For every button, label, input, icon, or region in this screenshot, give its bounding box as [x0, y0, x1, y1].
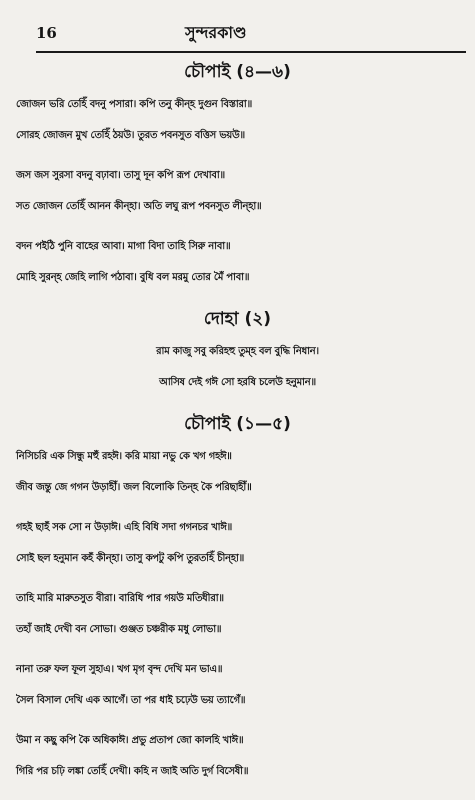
- couplet: [0, 231, 475, 293]
- verse-line: গিরি পর চঢ়ি লঙ্কা তেহিঁ দেখী। কহি ন জাই অতি দুর্গ বিসেষী॥: [16, 766, 249, 777]
- page-header: [0, 0, 475, 52]
- couplet: [0, 441, 475, 503]
- couplet: [0, 654, 475, 716]
- verse-line: আসিষ দেই গঈ সো হরষি চলেউ হনুমান॥: [159, 377, 316, 388]
- couplet: [0, 89, 475, 151]
- verse-line: গহই ছাহঁ সক সো ন উড়াঈ। এহি বিধি সদা গগনচর খাঈ॥: [16, 522, 232, 533]
- header-rule: [36, 51, 466, 53]
- page-number: 16: [36, 24, 57, 42]
- verse-line: তাহি মারি মারুতসুত বীরা। বারিধি পার গয়উ মতিধীরা॥: [16, 593, 224, 604]
- couplet: [0, 160, 475, 222]
- section-heading: চৌপাই (৪—৬): [184, 62, 291, 82]
- verse-line: মোহি সুরন্হ জেহি লাগি পঠাবা। বুধি বল মরমু তোর মৈঁ পাবা॥: [16, 272, 250, 283]
- verse-line: উমা ন কছু কপি কৈ অধিকাঈ। প্রভু প্রতাপ জো কালহি খাঈ॥: [16, 735, 244, 746]
- section-heading: দোহা (২): [203, 309, 272, 329]
- couplet: [0, 583, 475, 645]
- couplet: [0, 336, 475, 398]
- verse-line: জোজন ভরি তেহিঁ বদনু পসারা। কপি তনু কীন্হ দুগুন বিস্তারা॥: [16, 99, 253, 110]
- verse-line: সৈল বিসাল দেখি এক আগেঁ। তা পর ধাই চঢ়েউ ভয় ত্যাগেঁ॥: [16, 695, 246, 706]
- section-chaupai-2: [0, 407, 475, 787]
- verse-line: তহাঁ জাই দেখী বন সোভা। গুঞ্জত চঞ্চরীক মধু লোভা॥: [16, 624, 222, 635]
- verse-line: সোই ছল হনুমান কহঁ কীন্হা। তাসু কপটু কপি তুরতহিঁ চীন্হা॥: [16, 553, 245, 564]
- couplet: [0, 512, 475, 574]
- couplet: [0, 725, 475, 787]
- verse-line: সোরহ জোজন মুখ তেহিঁ ঠয়উ। তুরত পবনসুত বত্তিস ভয়উ॥: [16, 130, 245, 141]
- section-heading: চৌপাই (১—৫): [184, 414, 291, 434]
- verse-line: জীব জন্তু জে গগন উড়াহীঁ। জল বিলোকি তিন্হ কৈ পরিছাহীঁ॥: [16, 482, 252, 493]
- verse-line: রাম কাজু সবু করিহহু তুম্হ বল বুদ্ধি নিধান।: [156, 346, 319, 357]
- verse-line: নানা তরু ফল ফূল সুহাএ। খগ মৃগ বৃন্দ দেখি মন ভাএ॥: [16, 664, 223, 675]
- verse-line: নিসিচরি এক সিন্ধু মহুঁ রহঈ। করি মায়া নভু কে খগ গহঈ॥: [16, 451, 232, 462]
- section-doha: [0, 302, 475, 398]
- running-title: সুন্দরকাণ্ড: [185, 23, 247, 42]
- verse-line: জস জস সুরসা বদনু বঢ়াবা। তাসু দূন কপি রূপ দেখাবা॥: [16, 170, 225, 181]
- section-chaupai-1: [0, 55, 475, 293]
- verse-line: সত জোজন তেহিঁ আনন কীন্হা। অতি লঘু রূপ পবনসুত লীন্হা॥: [16, 201, 262, 212]
- verse-content: [0, 55, 475, 787]
- verse-line: বদন পইঠি পুনি বাহের আবা। মাগা বিদা তাহি সিরু নাবা॥: [16, 241, 231, 252]
